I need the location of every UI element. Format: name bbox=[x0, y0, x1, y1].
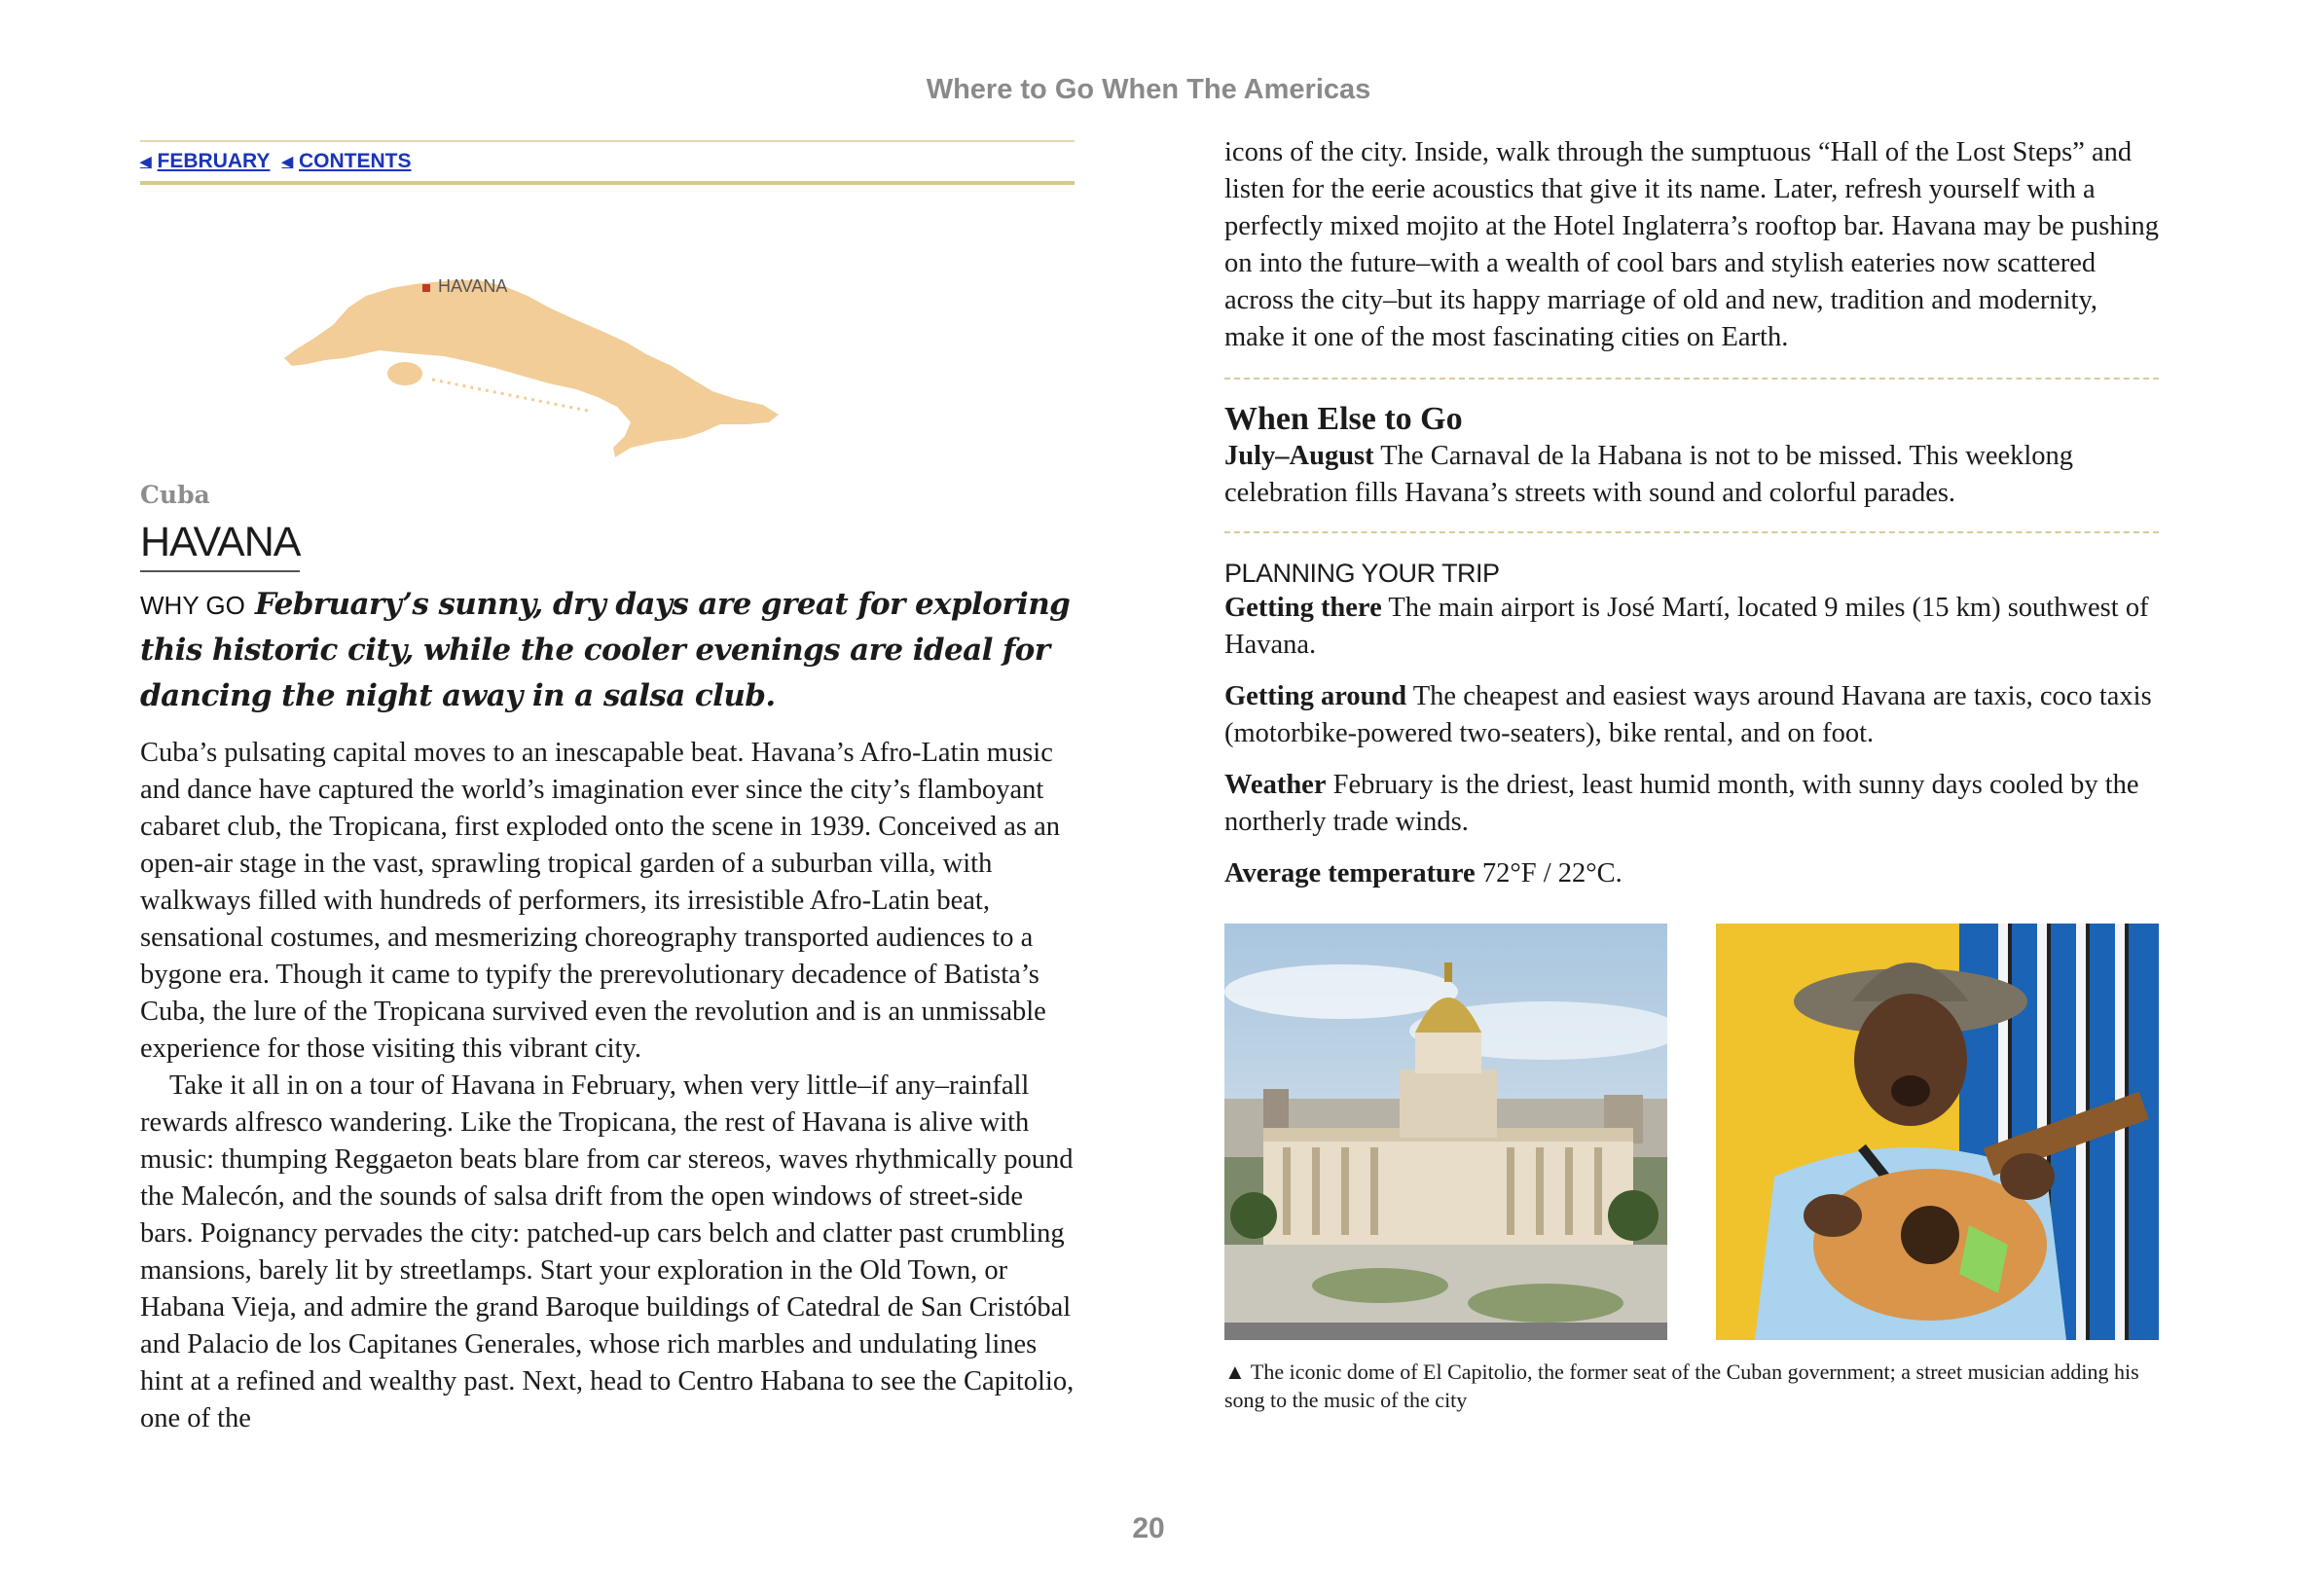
planning-item-text: The main airport is José Martí, located 9 miles (15 km) southwest of Havana. bbox=[1224, 593, 2149, 660]
photo-caption-text: The iconic dome of El Capitolio, the former seat of the Cuban government; a street musician adding his song to the music of the city bbox=[1224, 1360, 2139, 1412]
isla-de-la-juventud-shape bbox=[387, 362, 422, 385]
planning-item-text: 72°F / 22°C. bbox=[1481, 858, 1622, 889]
havana-marker-icon bbox=[422, 284, 430, 292]
planning-item bbox=[1224, 767, 2159, 841]
musician-photo bbox=[1716, 924, 2159, 1340]
when-else-item bbox=[1224, 438, 2159, 512]
triangle-up-icon: ▲ bbox=[1224, 1360, 1246, 1384]
article-body bbox=[140, 735, 1075, 1437]
nav-link-february[interactable] bbox=[140, 150, 270, 173]
nav-link-february-label: FEBRUARY bbox=[157, 150, 271, 172]
cuba-map bbox=[140, 189, 1075, 471]
capitolio-image-icon bbox=[1224, 924, 1667, 1340]
planning-section bbox=[1224, 557, 2159, 892]
musician-image-icon bbox=[1716, 924, 2159, 1340]
photo-caption bbox=[1224, 1358, 2159, 1414]
planning-heading: PLANNING YOUR TRIP bbox=[1224, 559, 1500, 588]
divider bbox=[1224, 531, 2159, 533]
country-label: Cuba bbox=[140, 481, 210, 509]
book-title: Where to Go When The Americas bbox=[926, 74, 1371, 105]
divider bbox=[1224, 378, 2159, 380]
planning-item-text: The cheapest and easiest ways around Havana are taxis, coco taxis (motorbike-powered two-seaters), bike rental, and on foot. bbox=[1224, 681, 2152, 748]
triangle-left-icon: ◀ bbox=[281, 154, 293, 170]
right-column bbox=[1224, 134, 2159, 1414]
cuba-map-icon bbox=[140, 189, 1075, 471]
planning-item-label: Weather bbox=[1224, 770, 1327, 800]
city-title: HAVANA bbox=[140, 519, 300, 572]
map-label-havana: HAVANA bbox=[438, 276, 508, 296]
paragraph-2-continued: icons of the city. Inside, walk through the sumptuous “Hall of the Lost Steps” and listen for the eerie acoustics that give it its name. Later, refresh yourself with a perfectly mixed mojito at the Hotel Inglaterra’s rooftop bar. Havana may be pushing on into the future–with a wealth of cool bars and stylish eateries now scattered across the city–but its happy marriage of old and new, tradition and modernity, make it one of the most fascinating cities on Earth. bbox=[1224, 137, 2159, 352]
photo-row bbox=[1224, 924, 2159, 1340]
paragraph-2: Take it all in on a tour of Havana in February, when very little–if any–rainfall rewards alfresco wandering. Like the Tropicana, the rest of Havana is alive with music: thumping Reggaeton beats blare from car stereos, waves rhythmically pound the Malecón, and the sounds of salsa drift from the open windows of street-side bars. Poignancy pervades the city: patched-up cars belch and clatter past crumbling mansions, barely lit by streetlamps. Start your exploration in the Old Town, or Habana Vieja, and admire the grand Baroque buildings of Catedral de San Cristóbal and Palacio de los Capitanes Generales, whose rich marbles and undulating lines hint at a refined and wealthy past. Next, head to Centro Habana to see the Capitolio, one of the bbox=[140, 1070, 1075, 1433]
page-number: 20 bbox=[1132, 1512, 1165, 1544]
breadcrumb-nav bbox=[140, 140, 1075, 185]
when-else-heading: When Else to Go bbox=[1224, 401, 1463, 437]
planning-item-text: February is the driest, least humid month, with sunny days cooled by the northerly trade winds. bbox=[1224, 770, 2139, 837]
planning-item bbox=[1224, 678, 2159, 752]
planning-item bbox=[1224, 855, 2159, 892]
triangle-left-icon: ◀ bbox=[140, 154, 152, 170]
nav-link-contents-label: CONTENTS bbox=[298, 150, 412, 172]
paragraph-1: Cuba’s pulsating capital moves to an inescapable beat. Havana’s Afro-Latin music and dance have captured the world’s imagination ever since the city’s flamboyant cabaret club, the Tropicana, first exploded onto the scene in 1939. Conceived as an open-air stage in the vast, sprawling tropical garden of a suburban villa, with walkways filled with hundreds of performers, its irresistible Afro-Latin beat, sensational costumes, and mesmerizing choreography transported audiences to a bygone era. Though it came to typify the prerevolutionary decadence of Batista’s Cuba, the lure of the Tropicana survived even the revolution and is an unmissable experience for those visiting this vibrant city. bbox=[140, 738, 1060, 1064]
when-else-text: The Carnaval de la Habana is not to be missed. This weeklong celebration fills Havana’s streets with sound and colorful parades. bbox=[1224, 441, 2074, 508]
planning-item-label: Average temperature bbox=[1224, 858, 1476, 889]
cuba-island-shape bbox=[284, 280, 779, 457]
when-else-label: July–August bbox=[1224, 441, 1374, 471]
why-go-block bbox=[140, 584, 1075, 721]
planning-item-label: Getting there bbox=[1224, 593, 1382, 623]
why-go-text: February’s sunny, dry days are great for exploring this historic city, while the cooler evenings are ideal for dancing the night away in a salsa club. bbox=[140, 587, 1071, 713]
planning-item bbox=[1224, 590, 2159, 664]
planning-item-label: Getting around bbox=[1224, 681, 1407, 711]
when-else-section bbox=[1224, 401, 2159, 512]
left-column bbox=[140, 136, 1075, 1437]
capitolio-photo bbox=[1224, 924, 1667, 1340]
nav-link-contents[interactable] bbox=[281, 150, 411, 173]
why-go-label: WHY GO bbox=[140, 591, 245, 620]
